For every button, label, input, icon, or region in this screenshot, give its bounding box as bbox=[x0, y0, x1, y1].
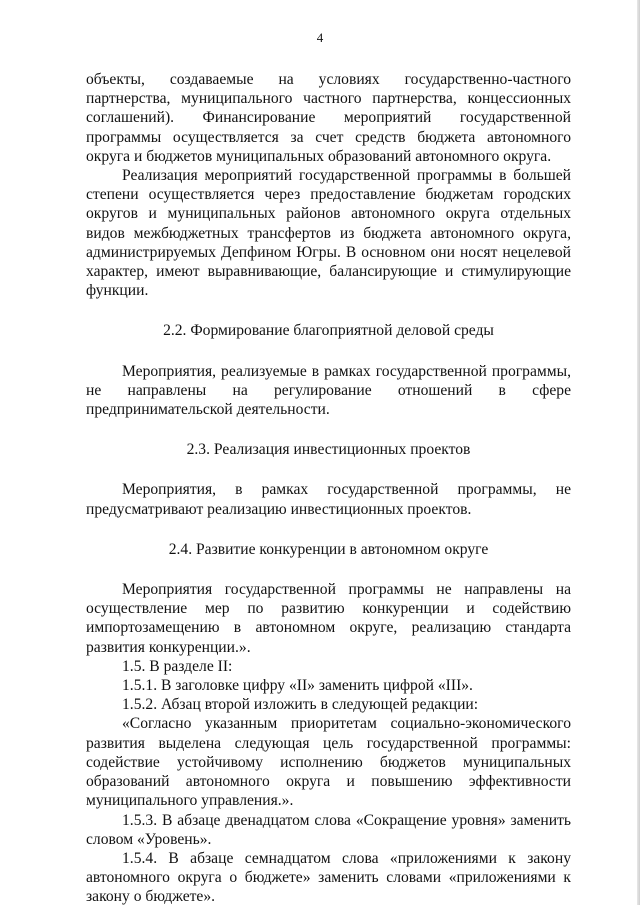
document-body bbox=[86, 70, 571, 907]
paragraph-implementation: Реализация мероприятий государственной программы в большей степени осуществляется через предоставление бюджетам городских округов и муниципальных районов автономного округа отдельных видов межбюджетных трансфертов из бюджета автономного округа, администрируемых Депфином Югры. В основном они носят нецелевой характер, имеют выравнивающие, балансирующие и стимулирующие функции. bbox=[86, 167, 571, 300]
paragraph-item-1-5-4: 1.5.4. В абзаце семнадцатом слова «приложениями к закону автономного округа о бюджете» заменить словами «приложениями к закону о бюджете». bbox=[86, 849, 571, 906]
paragraph-item-1-5-3: 1.5.3. В абзаце двенадцатом слова «Сокращение уровня» заменить словом «Уровень». bbox=[86, 811, 571, 848]
paragraph-investment-projects: Мероприятия, в рамках государственной программы, не предусматривают реализацию инвестиционных проектов. bbox=[86, 481, 571, 518]
section-heading-2-2: 2.2. Формирование благоприятной деловой среды bbox=[163, 322, 494, 340]
paragraph-item-1-5: 1.5. В разделе II: bbox=[122, 657, 233, 675]
paragraph-competition: Мероприятия государственной программы не направлены на осуществление мер по развитию конкуренции и содействию импортозамещению в автономном округе, реализацию стандарта развития конкуренции.». bbox=[86, 581, 571, 656]
paragraph-financing: объекты, создаваемые на условиях государственно-частного партнерства, муниципального частного партнерства, концессионных соглашений). Финансирование мероприятий государственной программы осуществляется за счет средств бюджета автономного округа и бюджетов муниципальных образований автономного округа. bbox=[86, 71, 571, 165]
page-number: 4 bbox=[316, 30, 324, 45]
paragraph-quoted-goal: «Согласно указанным приоритетам социально-экономического развития выделена следующая цель государственной программы: содействие устойчивому исполнению бюджетов муниципальных образований автономного округа и повышению эффективности муниципального управления.». bbox=[86, 715, 571, 810]
section-heading-2-4: 2.4. Развитие конкуренции в автономном округе bbox=[168, 540, 489, 558]
paragraph-business-environment: Мероприятия, реализуемые в рамках государственной программы, не направлены на регулирование отношений в сфере предпринимательской деятельности. bbox=[86, 362, 571, 419]
paragraph-item-1-5-1: 1.5.1. В заголовке цифру «II» заменить цифрой «III». bbox=[122, 677, 473, 695]
section-heading-2-3: 2.3. Реализация инвестиционных проектов bbox=[186, 441, 471, 459]
paragraph-item-1-5-2: 1.5.2. Абзац второй изложить в следующей редакции: bbox=[122, 696, 479, 714]
